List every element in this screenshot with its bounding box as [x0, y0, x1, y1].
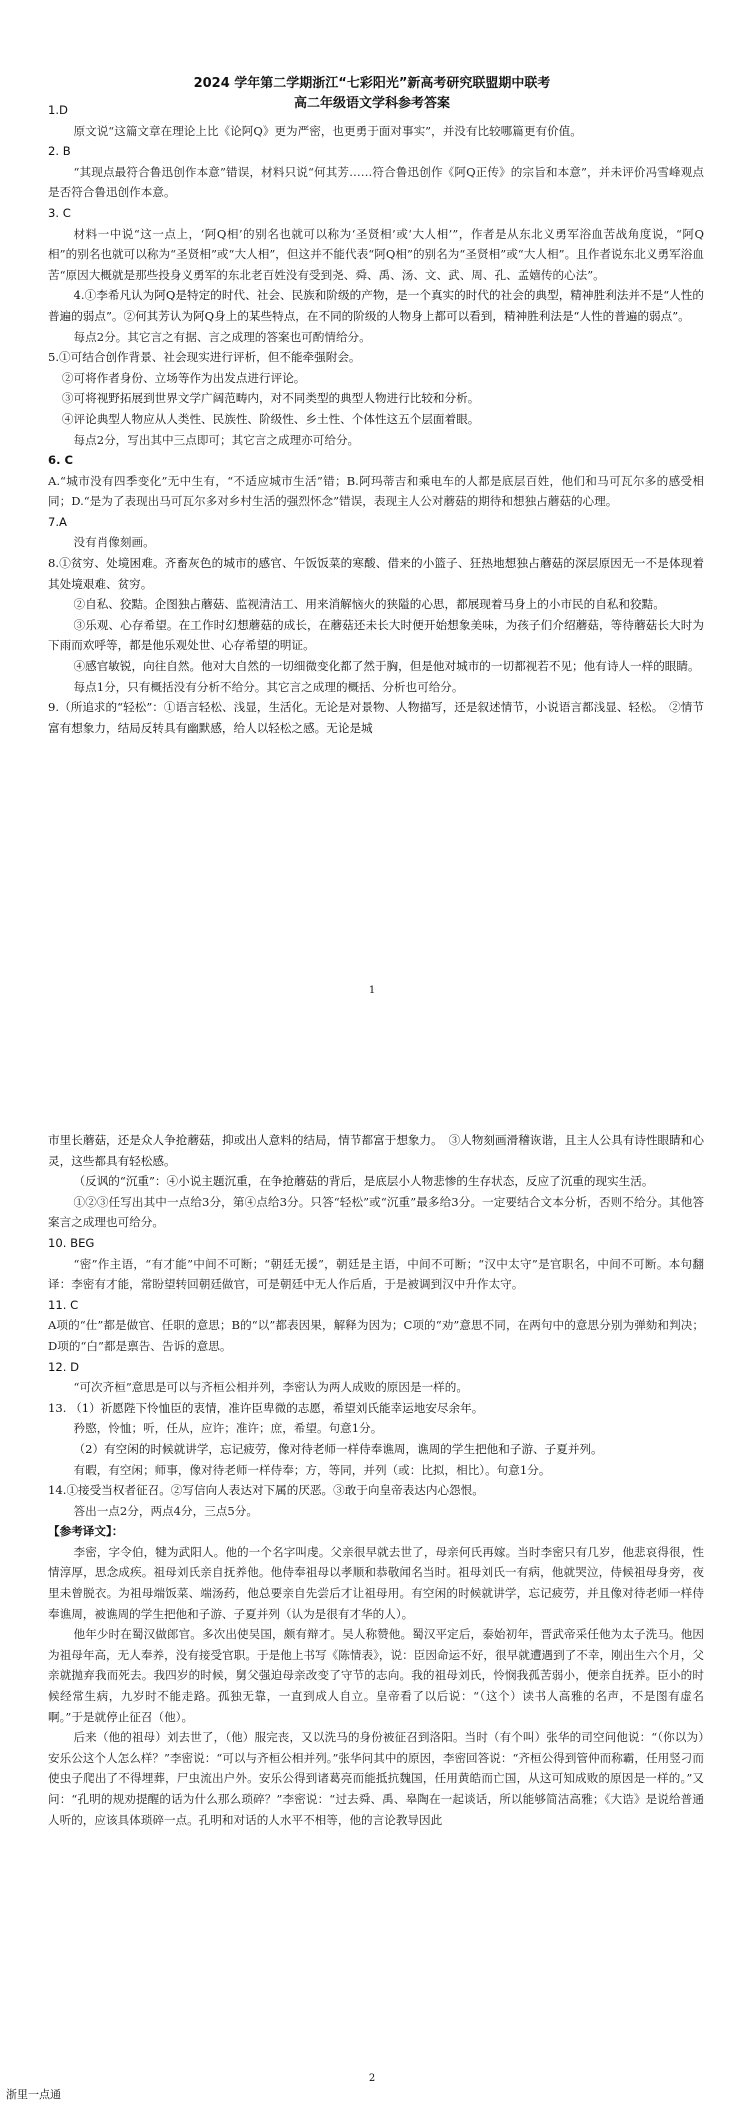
answer-paragraph: “可次齐桓”意思是可以与齐桓公相并列，李密认为两人成败的原因是一样的。 [73, 1380, 468, 1395]
answer-paragraph: 每点1分，只有概括没有分析不给分。其它言之成理的概括、分析也可给分。 [73, 679, 464, 694]
answer-paragraph: （2）有空闲的时候就讲学，忘记疲劳，像对待老师一样侍奉谯周，谯周的学生把他和子游、子夏并列。 [73, 1441, 603, 1456]
answer-paragraph: “其现点最符合鲁迅创作本意”错误，材料只说“何其芳……符合鲁迅创作《阿Q正传》的宗旨和本意”，并未评价冯雪峰观点是否符合鲁迅创作本意。 [48, 164, 704, 200]
answer-paragraph: 后来（他的祖母）刘去世了，（他）服完丧，又以洗马的身份被征召到洛阳。当时（有个叫）张华的司空问他说：“（你以为）安乐公这个人怎么样？”李密说：“可以与齐桓公相并列。”张华问其中的原因，李密回答说：“齐桓公得到管仲而称霸，任用竖刁而使虫子爬出了不得埋葬，尸虫流出户外。安乐公得到诸葛亮而能抵抗魏国，任用黄皓而亡国，从这可知成败的原因是一样的。”又问：“孔明的规劝提醒的话为什么那么琐碎？”李密说：“过去舜、禹、皋陶在一起谈话，所以能够简洁高雅；《大诰》是说给普通人听的，应该具体琐碎一点。孔明和对话的人水平不相等，他的言论教导因此 [48, 1730, 704, 1827]
answer-paragraph: 有暇，有空闲；师事，像对待老师一样侍奉；方，等同，并列（或：比拟，相比）。句意1分。 [73, 1462, 551, 1477]
answer-paragraph: 每点2分，写出其中三点即可；其它言之成理亦可给分。 [73, 432, 360, 447]
answer-paragraph: ③乐观、心存希望。在工作时幻想蘑菇的成长，在蘑菇还未长大时便开始想象美味，为孩子们介绍蘑菇，等待蘑菇长大时为下雨而欢呼等，都是他乐观处世、心存希望的明证。 [48, 617, 704, 653]
document-title: 2024 学年第二学期浙江“七彩阳光”新高考研究联盟期中联考 [193, 76, 551, 91]
answer-paragraph: 7.A [48, 514, 67, 529]
answer-paragraph: 3. C [48, 205, 71, 220]
answer-paragraph: 每点2分。其它言之有据、言之成理的答案也可酌情给分。 [73, 329, 371, 344]
answer-paragraph: ④评论典型人物应从人类性、民族性、阶级性、乡土性、个体性这五个层面着眼。 [61, 411, 480, 426]
answer-paragraph: 【参考译文】： [48, 1524, 124, 1539]
answer-paragraph: 矜愍，怜恤；听，任从，应许；准许；庶，希望。句意1分。 [73, 1421, 383, 1436]
answer-paragraph: 5.①可结合创作背景、社会现实进行评析，但不能牵强附会。 [48, 350, 361, 365]
page-number: 1 [368, 985, 376, 996]
answer-paragraph: 材料一中说“这一点上，‘阿Q相’的别名也就可以称为‘圣贤相’或‘大人相’”，作者是从东北义勇军浴血苦战角度说，“阿Q相”的别名也就可以称为“圣贤相”或“大人相”，但这并不能代表“阿Q相”的别名为“圣贤相”或“大人相”。且作者说东北义勇军浴血苦“原因大概就是那些投身义勇军的东北老百姓没有受到尧、舜、禹、汤、文、武、周、孔、孟嬉传的心法”。 [48, 226, 704, 282]
answer-paragraph: 市里长蘑菇，还是众人争抢蘑菇，抑或出人意料的结局，情节都富于想象力。 ③人物刻画滑稽诙谐，且主人公具有诗性眼睛和心灵，这些都具有轻松感。 [48, 1133, 704, 1168]
answer-paragraph: 没有肖像刻画。 [73, 535, 155, 550]
answer-content-page-2 [48, 1130, 704, 1830]
page-1 [0, 0, 744, 1000]
answer-paragraph: 11. C [48, 1297, 79, 1312]
page-2 [0, 1120, 744, 2080]
answer-paragraph: 9.（所追求的“轻松”：①语言轻松、浅显，生活化。无论是对景物、人物描写，还是叙述情节，小说语言都浅显、轻松。 ②情节富有想象力，结局反转具有幽默感，给人以轻松之感。无论是城 [48, 700, 704, 735]
answer-paragraph: 2. B [48, 144, 71, 159]
page-number: 2 [368, 2073, 376, 2084]
answer-paragraph: 10. BEG [48, 1235, 95, 1250]
answer-paragraph: “密”作主语，“有才能”中间不可断；“朝廷无援”，朝廷是主语，中间不可断；“汉中太守”是官职名，中间不可断。本句翻译：李密有才能，常盼望转回朝廷做官，可是朝廷中无人作后盾，于是被调到汉中升作太守。 [48, 1256, 704, 1292]
answer-paragraph: 13. （1）祈愿陛下怜恤臣的衷情，准许臣卑微的志愿，希望刘氏能幸运地安尽余年。 [48, 1400, 484, 1415]
answer-paragraph: ①②③任写出其中一点给3分，第④点给3分。只答“轻松”或“沉重”最多给3分。一定要结合文本分析，否则不给分。其他答案言之成理也可给分。 [48, 1194, 704, 1230]
answer-paragraph: 1.D [48, 103, 68, 117]
answer-paragraph: 4.①李希凡认为阿Q是特定的时代、社会、民族和阶级的产物，是一个真实的时代的社会的典型，精神胜利法并不是“人性的普遍的弱点”。②何其芳认为阿Q身上的某些特点，在不同的阶级的人物身上都可以看到，精神胜利法是“人性的普遍的弱点”。 [48, 288, 704, 323]
answer-paragraph: ③可将视野拓展到世界文学广阔范畴内，对不同类型的典型人物进行比较和分析。 [61, 391, 480, 406]
answer-paragraph: A项的“仕”都是做官、任职的意思；B的“以”都表因果，解释为因为；C项的“劝”意思不同，在两句中的意思分别为弹劾和判决；D项的“白”都是禀告、告诉的意思。 [48, 1318, 704, 1353]
answer-paragraph: 12. D [48, 1359, 80, 1374]
answer-paragraph: ④感官敏锐，向往自然。他对大自然的一切细微变化都了然于胸，但是他对城市的一切都视若不见；他有诗人一样的眼睛。 [73, 659, 700, 674]
document-subtitle: 高二年级语文学科参考答案 [293, 96, 450, 111]
answer-paragraph: 原文说“这篇文章在理论上比《论阿Q》更为严密，也更勇于面对事实”，并没有比较哪篇更有价值。 [73, 123, 582, 138]
footer-watermark: 浙里一点通 [6, 2088, 61, 2101]
answer-content-page-1 [48, 100, 704, 738]
answer-paragraph: 8.①贫穷、处境困难。齐畜灰色的城市的感官、午饭饭菜的寒酸、借来的小篮子、狂热地想独占蘑菇的深层原因无一不是体现着其处境艰难、贫穷。 [48, 556, 704, 591]
answer-paragraph: 14.①接受当权者征召。②写信向人表达对下属的厌恶。③敢于向皇帝表达内心怨恨。 [48, 1483, 484, 1498]
answer-paragraph: 答出一点2分，两点4分，三点5分。 [73, 1503, 258, 1518]
answer-paragraph: A.“城市没有四季变化”无中生有，“不适应城市生活”错；B.阿玛蒂吉和乘电车的人都是底层百姓，他们和马可瓦尔多的感受相同；D.“是为了表现出马可瓦尔多对乡村生活的强烈怀念”错误，表现主人公对蘑菇的期待和想独占蘑菇的心理。 [48, 473, 704, 509]
answer-paragraph: （反讽的“沉重”：④小说主题沉重，在争抢蘑菇的背后，是底层小人物悲惨的生存状态，反应了沉重的现实生活。 [73, 1174, 654, 1189]
answer-paragraph: 他年少时在蜀汉做郎官。多次出使吴国，颇有辩才。吴人称赞他。蜀汉平定后，泰始初年，晋武帝采任他为太子洗马。他因为祖母年高，无人奉养，没有接受官职。于是他上书写《陈情表》，说：臣因命运不好，很早就遭遇到了不幸，刚出生六个月，父亲就抛弃我而死去。我四岁的时候，舅父强迫母亲改变了守节的志向。我的祖母刘氏，怜悯我孤苦弱小，便亲自抚养。臣小的时候经常生病，九岁时不能走路。孤独无靠，一直到成人自立。皇帝看了以后说：“（这个）读书人高雅的名声，不是图有虚名啊。”于是就停止征召（他）。 [48, 1627, 704, 1724]
answer-paragraph: ②自私、狡黠。企图独占蘑菇、监视清洁工、用来消解恼火的狭隘的心思，都展现着马身上的小市民的自私和狡黠。 [73, 597, 665, 612]
answer-paragraph: ②可将作者身份、立场等作为出发点进行评论。 [61, 370, 306, 385]
answer-paragraph: 李密，字令伯，犍为武阳人。他的一个名字叫虔。父亲很早就去世了，母亲何氏再嫁。当时李密只有几岁，他悲哀得很，性情淳厚，思念成疾。祖母刘氏亲自抚养他。他侍奉祖母以孝顺和恭敬闻名当时。祖母刘氏一有病，他就哭泣，侍候祖母身旁，夜里未曾脱衣。为祖母端饭菜、端汤药，他总要亲自先尝后才让祖母用。有空闲的时候就讲学，忘记疲劳，并且像对待老师一样侍奉谯周，被谯周的学生把他和子游、子夏并列（认为是很有才华的人）。 [48, 1544, 704, 1621]
answer-paragraph: 6. C [48, 453, 74, 468]
